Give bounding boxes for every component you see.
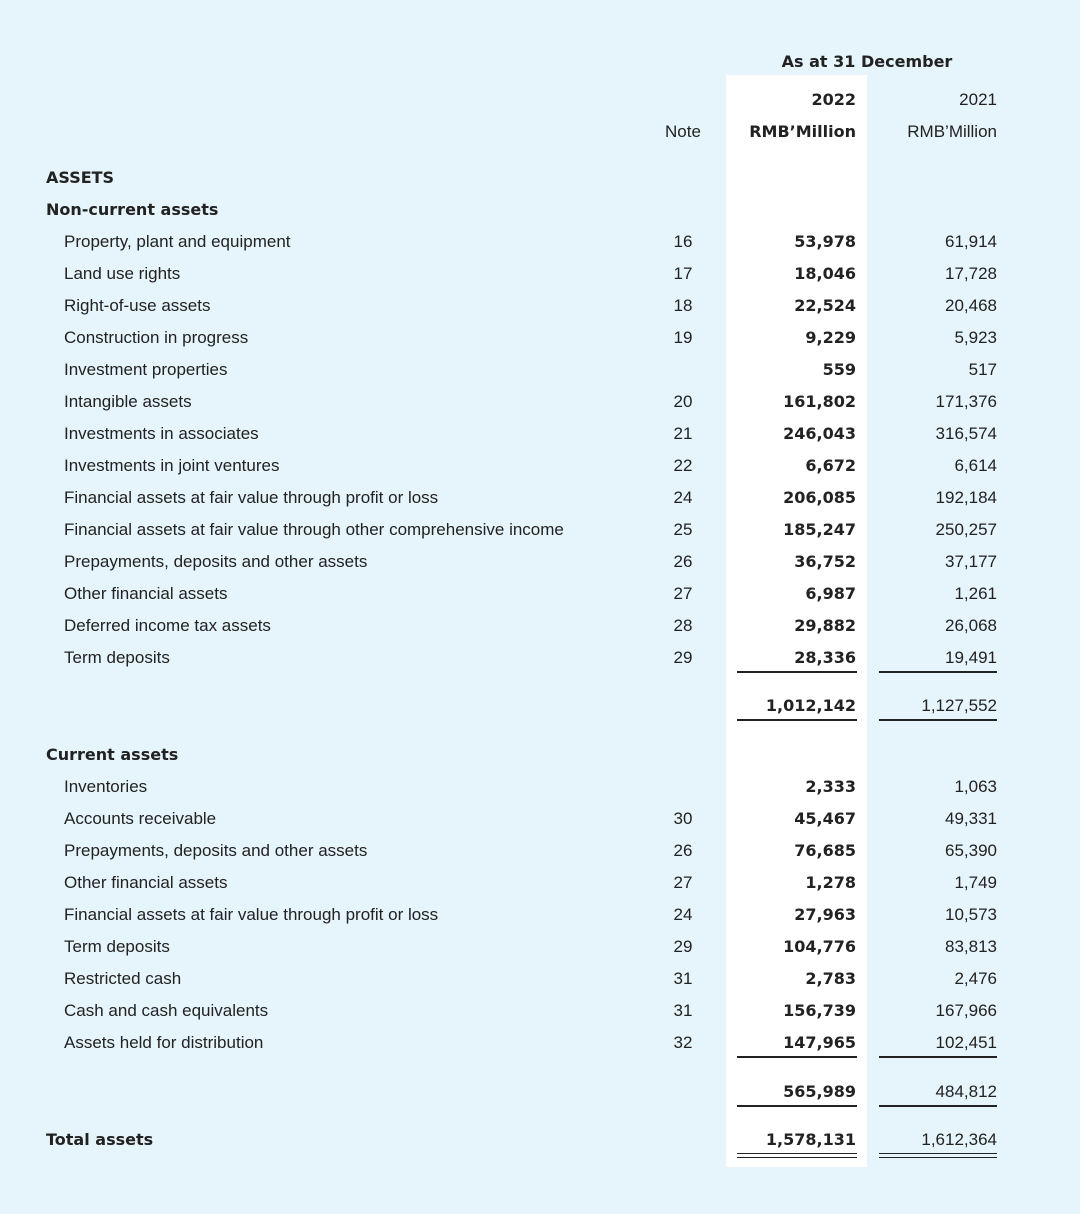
current-rule-2021 <box>879 1056 997 1058</box>
row-value-2022: 206,085 <box>783 488 856 507</box>
unit-2022-heading: RMB’Million <box>749 122 856 141</box>
row-label: Intangible assets <box>64 392 192 411</box>
row-label: Financial assets at fair value through profit or loss <box>64 905 439 924</box>
row-value-2021: 192,184 <box>935 488 997 507</box>
non-current-assets-title: Non-current assets <box>46 200 219 219</box>
unit-2021-heading: RMB’Million <box>907 122 997 141</box>
row-value-2022: 22,524 <box>794 296 856 315</box>
row-label: Term deposits <box>64 648 170 667</box>
row-note: 21 <box>673 424 693 443</box>
total-double-rule-2021 <box>879 1153 997 1158</box>
non-current-subtotal-2021: 1,127,552 <box>921 696 997 715</box>
current-subtotal-2022: 565,989 <box>783 1082 856 1101</box>
row-value-2022: 76,685 <box>794 841 856 860</box>
row-value-2021: 102,451 <box>935 1033 997 1052</box>
row-value-2022: 18,046 <box>794 264 856 283</box>
current-rule-2022 <box>737 1056 857 1058</box>
row-note: 29 <box>673 648 693 667</box>
row-value-2021: 49,331 <box>945 809 997 828</box>
row-value-2022: 147,965 <box>783 1033 856 1052</box>
row-note: 26 <box>673 841 693 860</box>
row-value-2022: 6,987 <box>805 584 856 603</box>
row-value-2021: 1,261 <box>954 584 997 603</box>
note-column-heading: Note <box>665 122 701 141</box>
row-value-2021: 5,923 <box>954 328 997 347</box>
subtotal-underline-2022 <box>737 719 857 721</box>
row-value-2021: 17,728 <box>945 264 997 283</box>
row-note: 31 <box>673 969 693 988</box>
row-label: Land use rights <box>64 264 181 283</box>
total-assets-2021: 1,612,364 <box>921 1130 997 1149</box>
total-double-rule-2022 <box>737 1153 857 1158</box>
row-label: Financial assets at fair value through other comprehensive income <box>64 520 564 539</box>
current-assets-title: Current assets <box>46 745 179 764</box>
row-value-2022: 27,963 <box>794 905 856 924</box>
row-label: Right-of-use assets <box>64 296 211 315</box>
row-value-2021: 65,390 <box>945 841 997 860</box>
total-assets-label: Total assets <box>46 1130 154 1149</box>
row-value-2022: 53,978 <box>794 232 856 251</box>
row-value-2022: 104,776 <box>783 937 856 956</box>
row-label: Construction in progress <box>64 328 249 347</box>
row-value-2021: 316,574 <box>935 424 997 443</box>
current-subtotal-2021: 484,812 <box>935 1082 997 1101</box>
row-note: 28 <box>673 616 693 635</box>
row-value-2021: 37,177 <box>945 552 997 571</box>
subtotal-rule-2021 <box>879 671 997 673</box>
row-label: Other financial assets <box>64 873 228 892</box>
row-note: 26 <box>673 552 693 571</box>
row-value-2022: 559 <box>822 360 856 379</box>
row-value-2021: 171,376 <box>935 392 997 411</box>
non-current-subtotal-2022: 1,012,142 <box>765 696 856 715</box>
subtotal-rule-2022 <box>737 671 857 673</box>
row-label: Prepayments, deposits and other assets <box>64 841 368 860</box>
row-label: Restricted cash <box>64 969 182 988</box>
row-label: Term deposits <box>64 937 170 956</box>
row-value-2021: 1,063 <box>954 777 997 796</box>
row-note: 20 <box>673 392 693 411</box>
row-note: 22 <box>673 456 693 475</box>
row-note: 27 <box>673 584 693 603</box>
row-value-2022: 45,467 <box>794 809 856 828</box>
row-label: Deferred income tax assets <box>64 616 271 635</box>
year-2021-heading: 2021 <box>959 90 997 109</box>
row-value-2021: 1,749 <box>954 873 997 892</box>
row-value-2021: 19,491 <box>945 648 997 667</box>
row-label: Investments in joint ventures <box>64 456 280 475</box>
row-value-2021: 6,614 <box>954 456 997 475</box>
row-value-2022: 246,043 <box>783 424 856 443</box>
row-value-2022: 156,739 <box>783 1001 856 1020</box>
row-label: Other financial assets <box>64 584 228 603</box>
row-label: Cash and cash equivalents <box>64 1001 269 1020</box>
row-value-2022: 29,882 <box>794 616 856 635</box>
row-label: Investments in associates <box>64 424 259 443</box>
row-note: 17 <box>673 264 693 283</box>
row-value-2021: 61,914 <box>945 232 997 251</box>
row-value-2021: 250,257 <box>935 520 997 539</box>
row-note: 24 <box>673 488 693 507</box>
row-value-2021: 517 <box>968 360 997 379</box>
row-value-2022: 36,752 <box>794 552 856 571</box>
row-value-2021: 20,468 <box>945 296 997 315</box>
current-underline-2022 <box>737 1105 857 1107</box>
row-label: Accounts receivable <box>64 809 217 828</box>
row-value-2022: 6,672 <box>805 456 856 475</box>
period-heading: As at 31 December <box>781 52 953 71</box>
row-note: 16 <box>673 232 693 251</box>
row-value-2021: 83,813 <box>945 937 997 956</box>
row-note: 32 <box>673 1033 693 1052</box>
row-value-2022: 2,333 <box>805 777 856 796</box>
row-note: 31 <box>673 1001 693 1020</box>
row-note: 29 <box>673 937 693 956</box>
assets-title: ASSETS <box>46 168 115 187</box>
total-assets-2022: 1,578,131 <box>765 1130 856 1149</box>
row-value-2022: 28,336 <box>794 648 856 667</box>
row-label: Financial assets at fair value through profit or loss <box>64 488 439 507</box>
current-underline-2021 <box>879 1105 997 1107</box>
row-value-2022: 9,229 <box>805 328 856 347</box>
row-value-2021: 167,966 <box>935 1001 997 1020</box>
row-label: Inventories <box>64 777 148 796</box>
row-label: Investment properties <box>64 360 228 379</box>
row-value-2022: 2,783 <box>805 969 856 988</box>
row-value-2021: 10,573 <box>945 905 997 924</box>
row-value-2022: 1,278 <box>805 873 856 892</box>
row-note: 30 <box>673 809 693 828</box>
row-label: Property, plant and equipment <box>64 232 291 251</box>
row-label: Prepayments, deposits and other assets <box>64 552 368 571</box>
row-value-2021: 2,476 <box>954 969 997 988</box>
row-value-2022: 161,802 <box>783 392 856 411</box>
subtotal-underline-2021 <box>879 719 997 721</box>
row-value-2022: 185,247 <box>783 520 856 539</box>
row-note: 25 <box>673 520 693 539</box>
row-label: Assets held for distribution <box>64 1033 264 1052</box>
row-value-2021: 26,068 <box>945 616 997 635</box>
year-2022-heading: 2022 <box>811 90 856 109</box>
row-note: 24 <box>673 905 693 924</box>
row-note: 19 <box>673 328 693 347</box>
row-note: 18 <box>673 296 693 315</box>
row-note: 27 <box>673 873 693 892</box>
